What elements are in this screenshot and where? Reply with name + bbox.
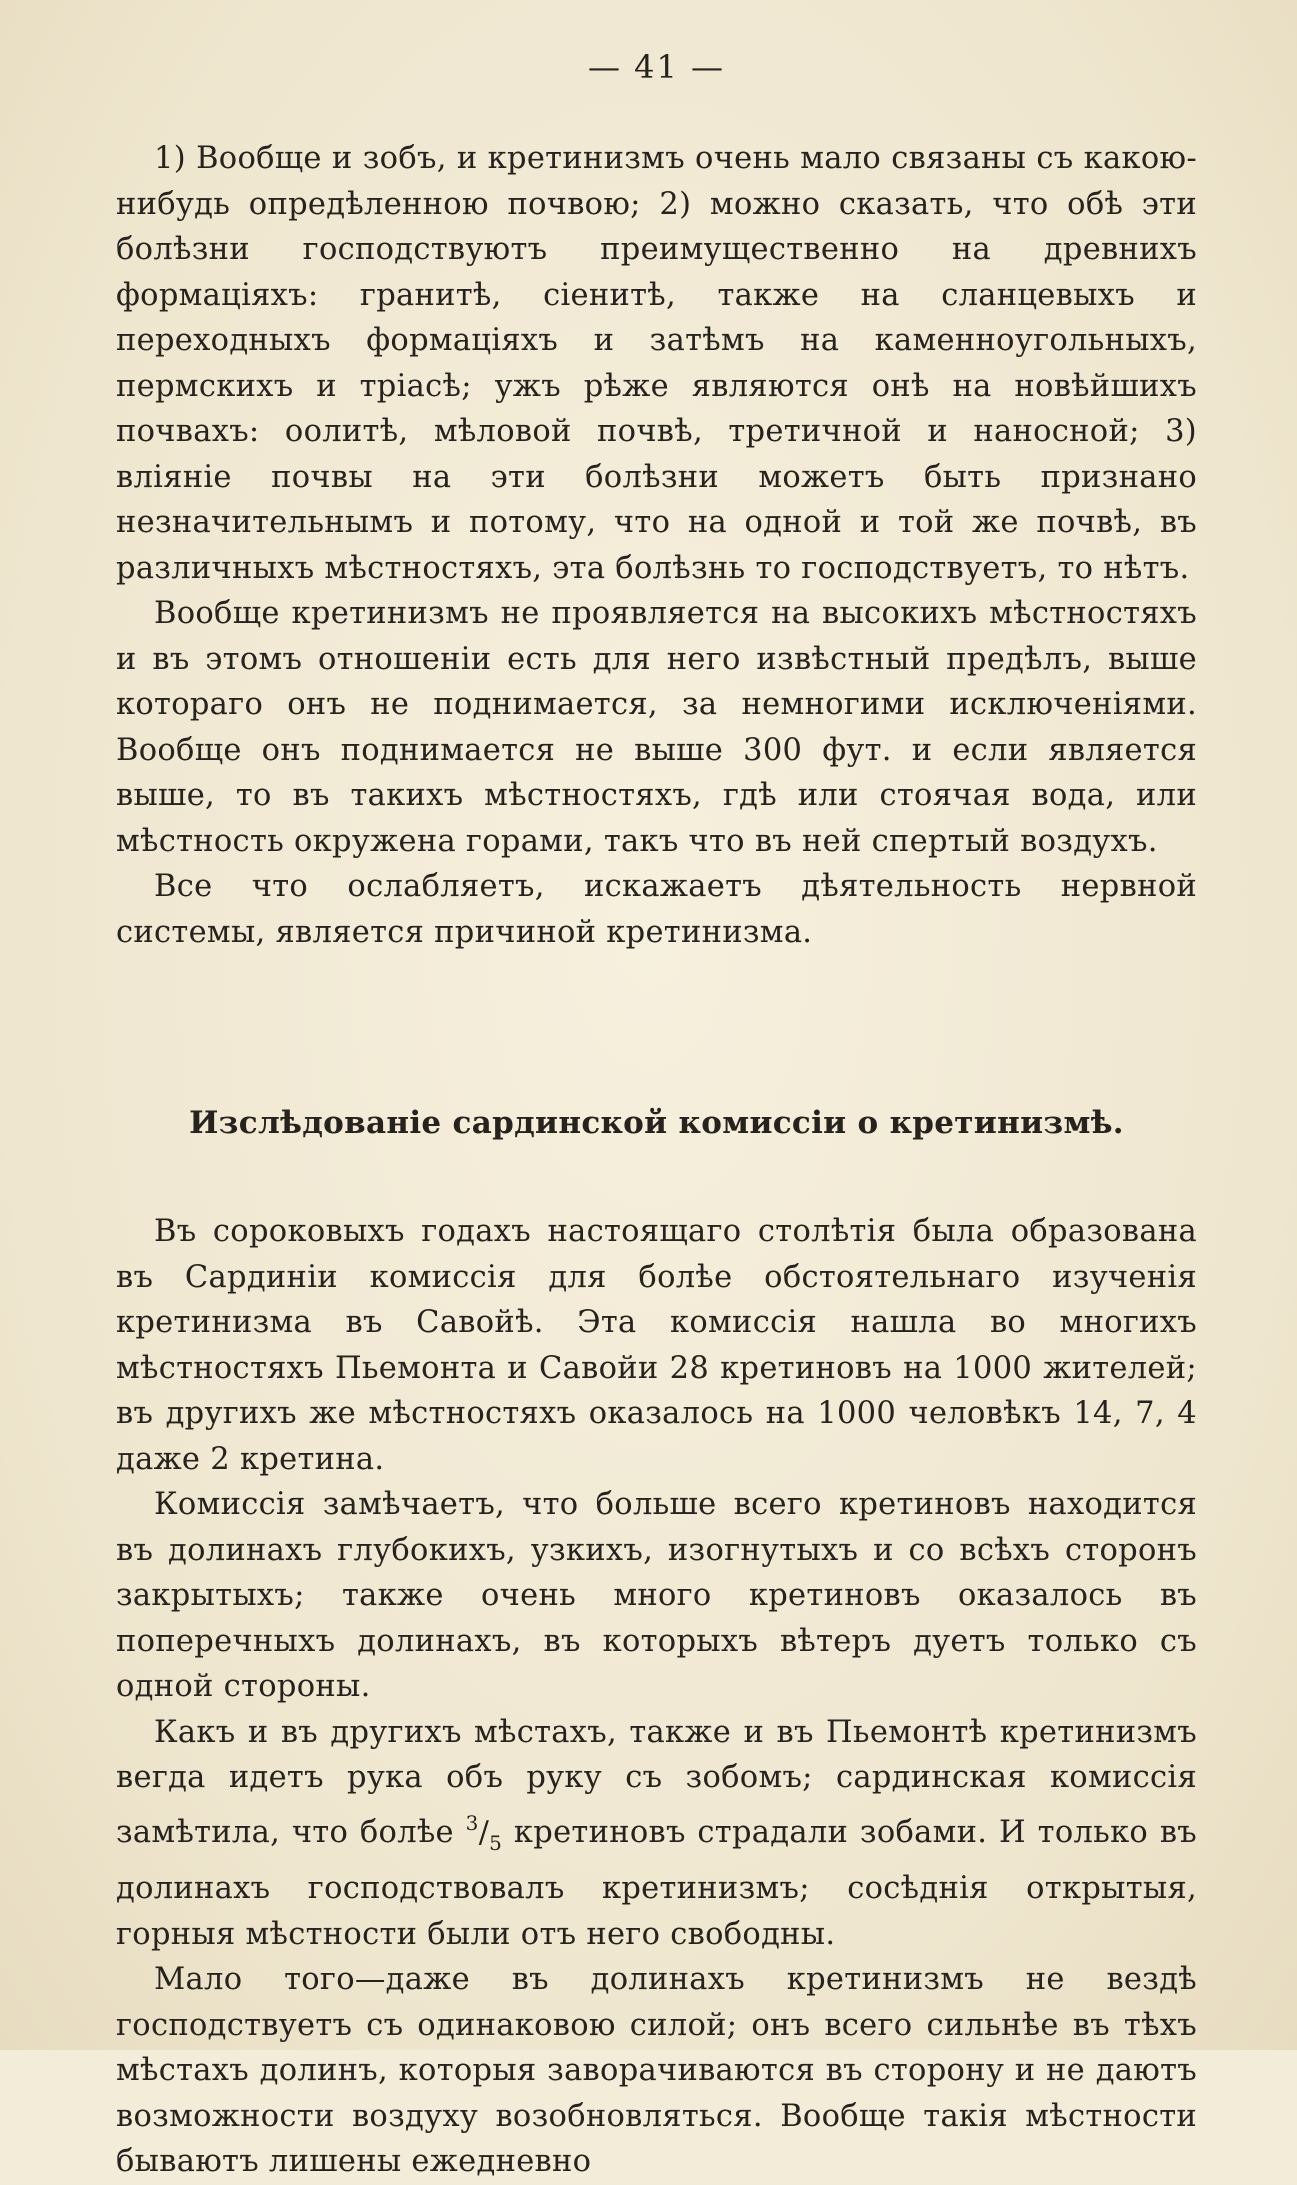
fraction-denominator: 5 [489, 1830, 503, 1855]
paragraph-valley-distribution: Комиссія замѣчаетъ, что больше всего кретиновъ находится въ долинахъ глубокихъ, узкихъ, изогнутыхъ и со всѣхъ сторонъ закрытыхъ; также очень много кретиновъ оказалось въ поперечныхъ долинахъ, въ которыхъ вѣтеръ дуетъ только съ одной стороны. [116, 1487, 1197, 1704]
paragraph-commission-founding: Въ сороковыхъ годахъ настоящаго столѣтія была образована въ Сардиніи комиссія для болѣе обстоятельнаго изученія кретинизма въ Савойѣ. Эта комиссія нашла во многихъ мѣстностяхъ Пьемонта и Савойи 28 кретиновъ на 1000 жителей; въ другихъ же мѣстностяхъ оказалось на 1000 человѣкъ 14, 7, 4 даже 2 кретина. [116, 1214, 1197, 1477]
paragraph-nervous-system: Все что ослабляетъ, искажаетъ дѣятельность нервной системы, является причиной кретинизма. [116, 869, 1197, 950]
paragraph-goiter-association [116, 1710, 1197, 1958]
paragraph-text-end: кретиновъ страдали зобами. И только въ долинахъ господствовалъ кретинизмъ; сосѣднія открытыя, горныя мѣстности были отъ него свободны. [116, 1814, 1198, 1952]
paragraph-text-start: Какъ и въ другихъ мѣстахъ, также и въ Пьемонтѣ кретинизмъ вегда идетъ рука объ руку съ зобомъ; сардинская комиссія замѣтила, что болѣе [116, 1714, 1197, 1850]
section-heading: Изслѣдованіе сардинской комиссіи о кретинизмѣ. [189, 1105, 1124, 1141]
page-number: — 41 — [587, 48, 726, 86]
paragraph-soil-conclusions: 1) Вообще и зобъ, и кретинизмъ очень мало связаны съ какою-нибудь опредѣленною почвою; 2) можно сказать, что обѣ эти болѣзни господствуютъ преимущественно на древнихъ формаціяхъ: гранитѣ, сіенитѣ, также на сланцевыхъ и переходныхъ формаціяхъ и затѣмъ на каменноугольныхъ, пермскихъ и тріасѣ; ужъ рѣже являются онѣ на новѣйшихъ почвахъ: оолитѣ, мѣловой почвѣ, третичной и наносной; 3) вліяніе почвы на эти болѣзни можетъ быть признано незначительнымъ и потому, что на одной и той же почвѣ, въ различныхъ мѣстностяхъ, эта болѣзнь то господствуетъ, то нѣтъ. [116, 141, 1197, 586]
fraction-slash: / [478, 1814, 490, 1850]
fraction-numerator: 3 [465, 1810, 479, 1835]
paragraph-altitude-limit: Вообще кретинизмъ не проявляется на высокихъ мѣстностяхъ и въ этомъ отношеніи есть для него извѣстный предѣлъ, выше котораго онъ не поднимается, за немногими исключеніями. Вообще онъ поднимается не выше 300 фут. и если является выше, то въ такихъ мѣстностяхъ, гдѣ или стоячая вода, или мѣстность окружена горами, такъ что въ ней спертый воздухъ. [116, 596, 1197, 859]
paragraph-air-renewal: Мало того—даже въ долинахъ кретинизмъ не вездѣ господствуетъ съ одинаковою силой; онъ всего сильнѣе въ тѣхъ мѣстахъ долинъ, которыя заворачиваются въ сторону и не даютъ возможности воздуху возобновляться. Вообще такія мѣстности бываютъ лишены ежедневно [116, 1962, 1197, 2179]
